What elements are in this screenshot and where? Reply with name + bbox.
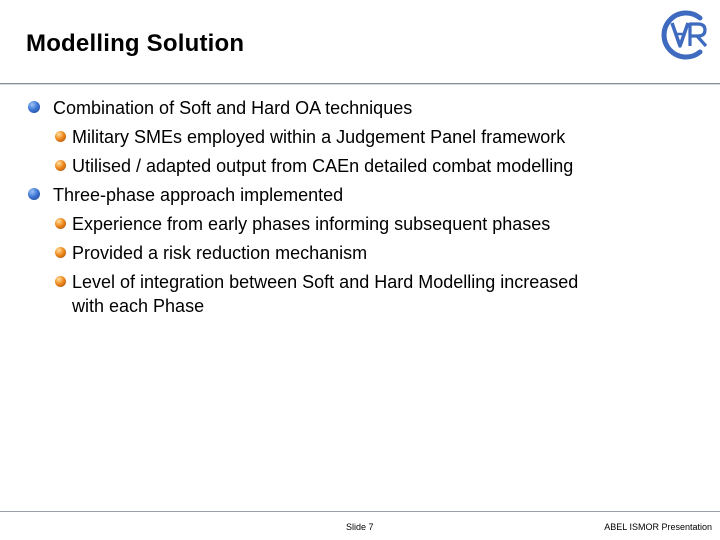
sub-bullet-continuation: with each Phase bbox=[72, 296, 205, 316]
sub-bullet-item: Experience from early phases informing subsequent phases bbox=[72, 214, 551, 234]
slide-title: Modelling Solution bbox=[26, 30, 245, 57]
sub-bullet-item: Provided a risk reduction mechanism bbox=[72, 243, 368, 263]
title-divider bbox=[0, 83, 720, 84]
sub-bullet-icon bbox=[55, 276, 66, 287]
bullet-icon bbox=[28, 101, 40, 113]
sub-bullet-item: Military SMEs employed within a Judgement Panel framework bbox=[72, 127, 566, 147]
sub-bullet-icon bbox=[55, 218, 66, 229]
presentation-name: ABEL ISMOR Presentation bbox=[604, 522, 712, 532]
footer-divider bbox=[0, 511, 720, 512]
sub-bullet-icon bbox=[55, 160, 66, 171]
slide-number: Slide 7 bbox=[346, 522, 374, 532]
bullet-item: Three-phase approach implemented bbox=[53, 185, 344, 205]
sub-bullet-item: Utilised / adapted output from CAEn detailed combat modelling bbox=[72, 156, 574, 176]
cavr-logo-icon bbox=[656, 6, 714, 64]
sub-bullet-item: Level of integration between Soft and Hard Modelling increased bbox=[72, 272, 579, 292]
sub-bullet-icon bbox=[55, 247, 66, 258]
bullet-item: Combination of Soft and Hard OA techniques bbox=[53, 98, 413, 118]
bullet-icon bbox=[28, 188, 40, 200]
sub-bullet-icon bbox=[55, 131, 66, 142]
